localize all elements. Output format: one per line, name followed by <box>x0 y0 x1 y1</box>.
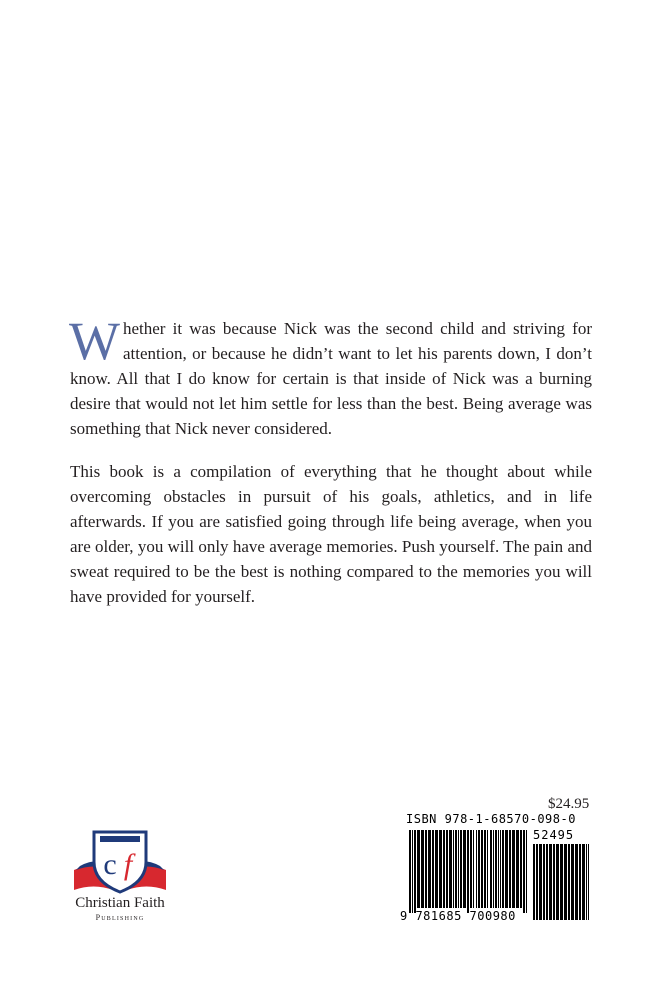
blurb-paragraph-1-text: hether it was because Nick was the second child and striving for attention, or because he didn’t want to let his parents down, I don’t know. All that I do know for certain is that inside of Nick was a burning desire that would not let him settle for less than the best. Being average was something that Nick never considered. <box>70 319 592 438</box>
barcode-bar <box>487 830 488 908</box>
barcode-bar <box>428 830 431 908</box>
publisher-sub: Publishing <box>95 913 145 922</box>
barcode-bar <box>575 844 578 920</box>
barcode-bar <box>526 830 527 913</box>
barcode-bar <box>549 844 552 920</box>
barcode-bar <box>520 830 522 908</box>
barcode-bar <box>556 844 559 920</box>
barcode-bar <box>476 830 477 908</box>
blurb-paragraph-2: This book is a compilation of everything that he thought about while overcoming obstacles in pursuit of his goals, athletics, and in life afterwards. If you are satisfied going through life being average, when you are older, you will only have average memories. Push yourself. The pain and sweat required to be the best is nothing compared to the memories you will have provided for yourself. <box>70 462 592 606</box>
barcode-bar <box>553 844 555 920</box>
barcode-bar <box>493 830 494 908</box>
barcode-bar <box>446 830 448 908</box>
isbn-barcode <box>395 812 595 924</box>
barcode-bar <box>449 830 452 908</box>
barcode-bar <box>455 830 457 908</box>
barcode-bar <box>509 830 511 908</box>
drop-cap: W <box>69 311 120 371</box>
barcode-bar <box>443 830 445 908</box>
barcode-bar <box>505 830 508 908</box>
barcode-bar <box>467 830 469 913</box>
barcode-bar <box>439 830 442 908</box>
barcode-bar <box>502 830 504 908</box>
barcode-bar <box>495 830 497 908</box>
barcode-bar <box>473 830 474 908</box>
barcode-bar <box>560 844 563 920</box>
barcode-bar <box>571 844 574 920</box>
barcode-bar <box>470 830 472 908</box>
barcode-bar <box>425 830 427 908</box>
back-cover-blurb <box>69 311 592 627</box>
barcode-bar <box>463 830 466 908</box>
barcode-bar <box>568 844 570 920</box>
barcode-bar <box>498 830 499 908</box>
blurb-paragraph-1 <box>69 311 592 441</box>
barcode-bar <box>500 830 501 908</box>
barcode-bar <box>458 830 459 908</box>
barcode-bar <box>432 830 434 908</box>
barcode-bar <box>533 844 535 920</box>
barcode-bar <box>453 830 454 908</box>
price-label: $24.95 <box>548 796 590 812</box>
addon-number: 52495 <box>533 828 575 842</box>
ean-number: 9 781685 700980 <box>400 909 516 923</box>
barcode-bar <box>417 830 420 908</box>
isbn-label: ISBN 978-1-68570-098-0 <box>406 812 576 826</box>
barcode-bar <box>460 830 462 908</box>
barcode-bar <box>490 830 492 908</box>
barcode-bar <box>564 844 567 920</box>
barcode-bar <box>481 830 483 908</box>
barcode-bar <box>582 844 585 920</box>
barcode-bar <box>478 830 480 908</box>
barcode-bar <box>409 830 411 913</box>
barcode-bar <box>421 830 424 908</box>
barcode-bar <box>588 844 589 920</box>
barcode-bar <box>523 830 525 913</box>
barcode-bar <box>586 844 587 920</box>
barcode-bar <box>536 844 538 920</box>
barcode-bar <box>484 830 486 908</box>
barcode-bar <box>512 830 515 908</box>
logo-letter-f: f <box>123 848 133 881</box>
barcode-bar <box>414 830 416 913</box>
publisher-name: Christian Faith <box>75 895 165 911</box>
barcode-bar <box>516 830 519 908</box>
logo-letter-c: c <box>103 848 117 881</box>
barcode-bar <box>546 844 548 920</box>
barcode-bar <box>579 844 581 920</box>
barcode-bar <box>435 830 438 908</box>
barcode-bar <box>543 844 545 920</box>
barcode-bar <box>539 844 542 920</box>
barcode-bar <box>412 830 413 913</box>
